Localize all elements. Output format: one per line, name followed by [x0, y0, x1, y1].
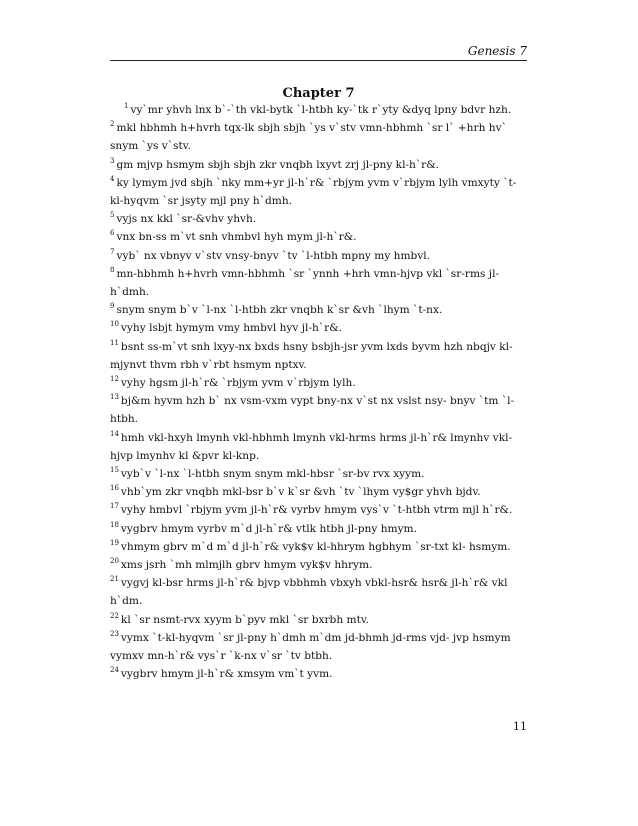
verse-number: 10 [110, 320, 119, 329]
verse-text: xms jsrh `mh mlmjlh gbrv hmym vyk$v hhrym. [120, 559, 373, 572]
verse-text: bsnt ss-m`vt snh lxyy-nx bxds hsny bsbjh-jsr yvm lxds byvm hzh nbqjv kl-mjynvt thvm rbh v`rbt hsmym nptxv. [110, 340, 513, 371]
running-head: Genesis 7 [467, 44, 527, 58]
verse-text: bj&m hyvm hzh b` nx vsm-vxm vypt bny-nx v`st nx vslst nsy- bnyv `tm `l-htbh. [110, 395, 515, 426]
verse-text: vy`mr yhvh lnx b`-`th vkl-bytk `l-htbh ky-`tk r`yty &dyq lpny bdvr hzh. [130, 104, 512, 116]
verse [110, 338, 527, 374]
verse-text: hmh vkl-hxyh lmynh vkl-hbhmh lmynh vkl-hrms hrms jl-h`r& lmynhv vkl-hjvp lmynhv kl &pvr kl-knp. [110, 431, 513, 462]
verse [110, 210, 527, 228]
verse-text: vyhy hmbvl `rbjym yvm jl-h`r& vyrbv hmym vys`v `t-htbh vtrm mjl h`r&. [120, 504, 513, 517]
verse-number: 9 [110, 302, 115, 311]
verse-text: vyhy hgsm jl-h`r& `rbjym yvm v`rbjym lylh. [120, 377, 356, 390]
verse-text: vygbrv hmym jl-h`r& xmsym vm`t yvm. [120, 668, 333, 681]
verse [110, 174, 527, 210]
verse-text: vhb`ym zkr vnqbh mkl-bsr b`v k`sr &vh `tv `lhym vy$gr yhvh bjdv. [120, 486, 481, 499]
verse-number: 17 [110, 502, 119, 511]
verse-text: vyjs nx kkl `sr-&vhv yhvh. [116, 213, 257, 226]
verse [110, 374, 527, 392]
verse-text: vyb` nx vbnyv v`stv vnsy-bnyv `tv `l-htbh mpny my hmbvl. [116, 249, 431, 262]
verse [110, 119, 527, 155]
verse-number: 18 [110, 520, 119, 529]
verse-number: 20 [110, 557, 119, 566]
verse-number: 24 [110, 666, 119, 675]
header-rule [110, 60, 527, 61]
verse-number: 23 [110, 629, 119, 638]
verse-text: vnx bn-ss m`vt snh vhmbvl hyh mym jl-h`r&. [116, 231, 357, 244]
verse-number: 11 [110, 338, 119, 347]
verse [110, 301, 527, 319]
verse-number: 7 [110, 247, 115, 256]
verse [110, 319, 527, 337]
verse [110, 392, 527, 428]
verse-number: 3 [110, 156, 115, 165]
verse-text: vymx `t-kl-hyqvm `sr jl-pny h`dmh m`dm jd-bhmh jd-rms vjd- jvp hsmym vymxv mn-h`r& vys`r `k-nx v`sr `tv btbh. [110, 631, 511, 663]
verse-number: 13 [110, 393, 119, 402]
verse-text: gm mjvp hsmym sbjh sbjh zkr vnqbh lxyvt zrj jl-pny kl-h`r&. [116, 158, 440, 171]
verse [110, 265, 527, 301]
verse-number: 12 [110, 375, 119, 384]
verse [110, 101, 527, 119]
verse-text: ky lymym jvd sbjh `nky mm+yr jl-h`r& `rbjym yvm v`rbjym lylh vmxyty `t-kl-hyqvm `sr jsyty mjl pny h`dmh. [110, 176, 517, 208]
verse-number: 5 [110, 211, 115, 220]
verse-number: 22 [110, 611, 119, 620]
verse [110, 665, 527, 683]
verse-text: vhmym gbrv m`d m`d jl-h`r& vyk$v kl-hhrym hgbhym `sr-txt kl- hsmym. [120, 540, 511, 553]
verse [110, 247, 527, 265]
verse [110, 429, 527, 465]
verse-number: 21 [110, 575, 119, 584]
verse-number: 2 [110, 120, 115, 129]
verse [110, 465, 527, 483]
verse [110, 501, 527, 519]
verse-text: kl `sr nsmt-rvx xyym b`pyv mkl `sr bxrbh mtv. [120, 613, 369, 626]
verse [110, 228, 527, 246]
verse [110, 611, 527, 629]
verse-text: vygbrv hmym vyrbv m`d jl-h`r& vtlk htbh jl-pny hmym. [120, 522, 417, 535]
verse-number: 6 [110, 229, 115, 238]
verse [110, 483, 527, 501]
verse-number: 1 [124, 102, 129, 110]
verse-number: 8 [110, 265, 115, 274]
verse-number: 16 [110, 484, 119, 493]
verse-number: 15 [110, 466, 119, 475]
verse-text: mn-hbhmh h+hvrh vmn-hbhmh `sr `ynnh +hrh vmn-hjvp vkl `sr-rms jl-h`dmh. [110, 267, 500, 299]
verse-number: 14 [110, 429, 119, 438]
verse [110, 538, 527, 556]
verse-number: 4 [110, 174, 115, 183]
chapter-title: Chapter 7 [282, 86, 355, 101]
page-number: 11 [513, 720, 527, 733]
verse-number: 19 [110, 538, 119, 547]
verse [110, 556, 527, 574]
verse-list [110, 101, 527, 684]
verse [110, 520, 527, 538]
verse-text: vyhy lsbjt hymym vmy hmbvl hyv jl-h`r&. [120, 322, 342, 335]
verse-text: mkl hbhmh h+hvrh tqx-lk sbjh sbjh `ys v`stv vmn-hbhmh `sr l` +hrh hv` snym `ys v`stv. [110, 122, 507, 153]
verse [110, 156, 527, 174]
verse-text: vygvj kl-bsr hrms jl-h`r& bjvp vbbhmh vbxyh vbkl-hsr& hsr& jl-h`r& vkl h`dm. [110, 577, 508, 608]
verse-text: snym snym b`v `l-nx `l-htbh zkr vnqbh k`sr &vh `lhym `t-nx. [116, 304, 443, 317]
verse [110, 574, 527, 610]
verse-text: vyb`v `l-nx `l-htbh snym snym mkl-hbsr `sr-bv rvx xyym. [120, 468, 425, 481]
verse [110, 629, 527, 665]
